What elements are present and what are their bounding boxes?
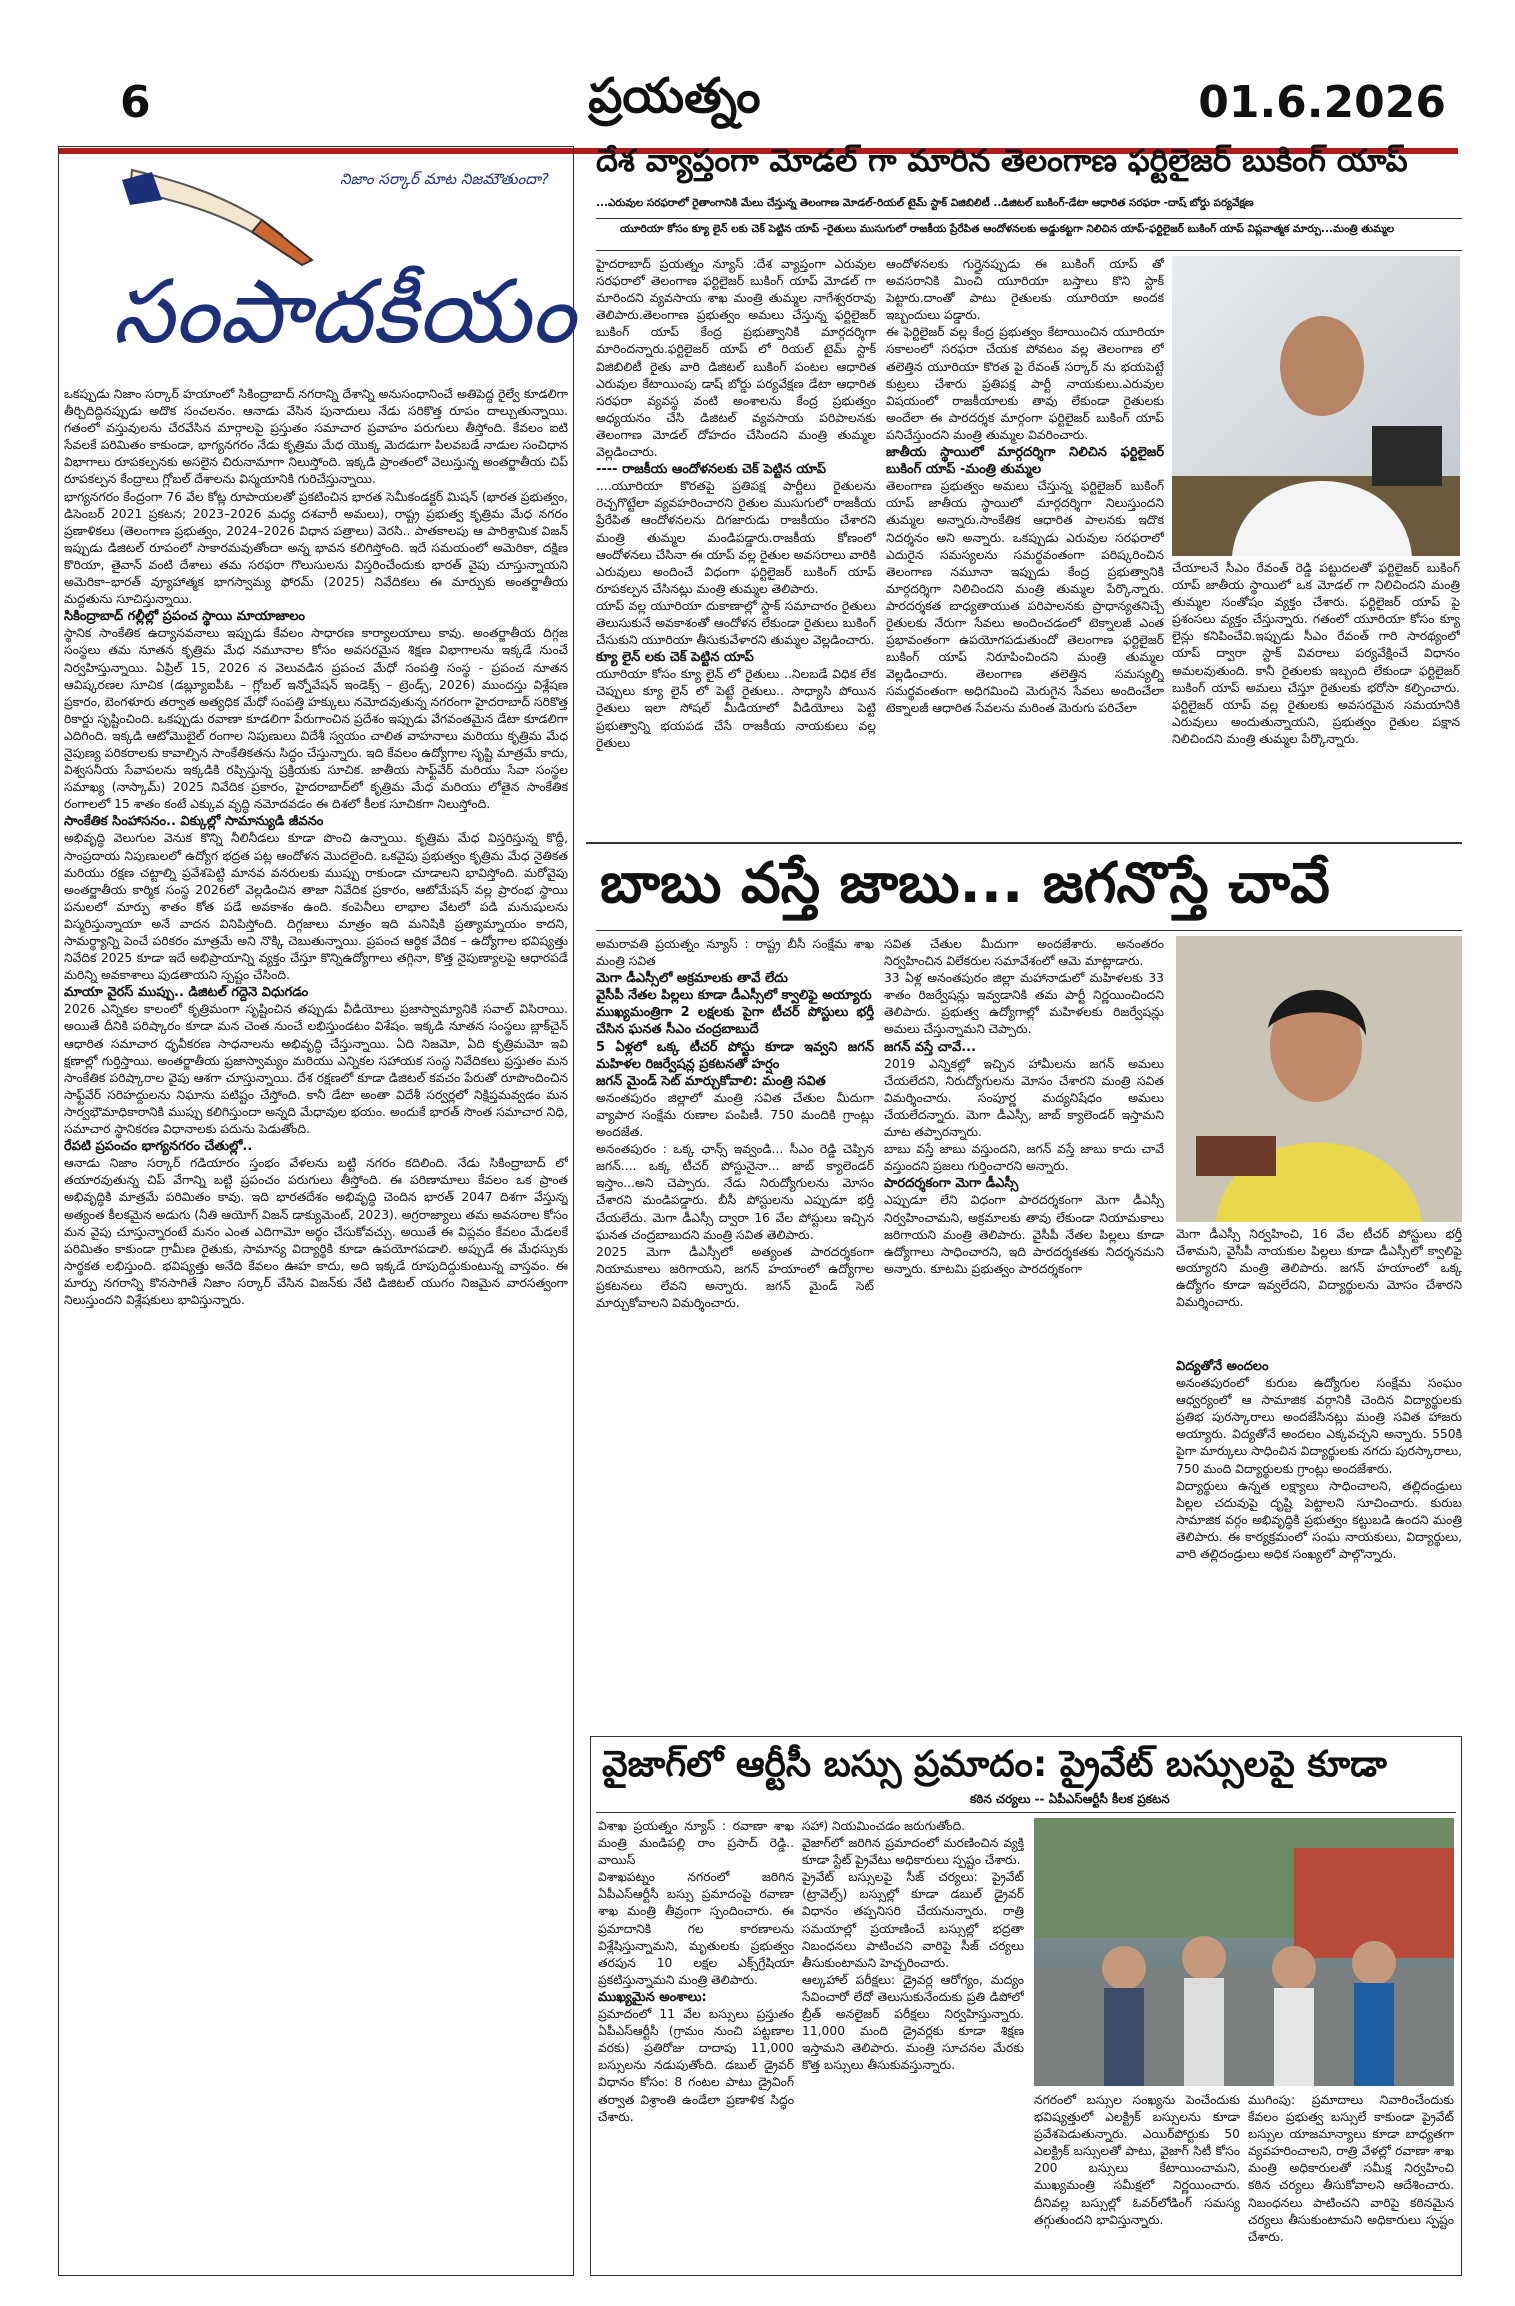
story3-column-3 xyxy=(1034,2092,1240,2270)
story1-column-1 xyxy=(596,256,876,838)
story1-paragraph: ....యూరియా కొరతపై ప్రతిపక్ష పార్టీలు రైతులను రెచ్చగొట్టేలా వ్యవహరించారని రైతుల ముసుగులో రాజకీయ ప్రేరేపిత ఆందోళనలను దిగజారుడు రాజకీయం చేశారని మంత్రి తుమ్మల మండిపడ్డారు.రాజకీయ కోణంలో ఆందోళనలు చేసినా ఈ యాప్ వల్ల రైతుల అవసరాలు వారికి ఎరువులు అందించే విధంగా ఫర్టిలైజర్ బుకింగ్ యాప్ రూపకల్పన చేసినట్లు మంత్రి తుమ్మల తెలిపారు. xyxy=(596,479,876,596)
story2-subhead: 5 ఏళ్లలో ఒక్క టీచర్ పోస్టు కూడా ఇవ్వని జగన్ మహిళల రిజర్వేషన్ల ప్రకటనతో హర్షం xyxy=(596,1039,874,1072)
editorial-body xyxy=(64,386,568,2270)
story3-rule xyxy=(596,1812,1456,1813)
story3-paragraph: విశాఖ ప్రయత్నం న్యూస్ : రవాణా శాఖ మంత్రి మండిపల్లి రాం ప్రసాద్ రెడ్డి.. వాయిస్ xyxy=(598,1819,794,1868)
story1-paragraph: ఈ ఫెర్టిలైజర్ వల్ల కేంద్ర ప్రభుత్వం కేటాయించిన యూరియా సకాలంలో సరఫరా చేయక పోవటం వల్ల తెలంగాణ లో తలెత్తిన యూరియా కొరత పై రేవంత్ సర్కార్ ను భయపెట్టే కుట్రలు చేశారు ప్రతిపక్ష పార్టీ నాయకులు.ఎరువుల విషయంలో రాజకీయాలకు తావు లేకుండా రైతులకు అందేలా ఈ పారదర్శక మార్గంగా ఫర్టిలైజర్ బుకింగ్ యాప్ పనిచేస్తుందని మంత్రి తుమ్మల వివరించారు. xyxy=(886,325,1164,442)
story1-paragraph: యాప్ వల్ల యూరియా దుకాణాల్లో స్టాక్ సమాచారం రైతులు తెలుసుకునే అవకాశంతో ఆందోళన లేకుండా రైతులు బుకింగ్ చేసుకుని యూరియా తీసుకువేళారని తుమ్మల వెల్లడించారు. xyxy=(596,598,876,648)
editorial-subhead: మాయా వైరస్ ముప్పు.. డిజిటల్ గద్దెనె విధుగడం xyxy=(64,985,309,1001)
story2-paragraph: అనంతపురం జిల్లాలో మంత్రి సవిత చేతుల మీదుగా వ్యాపార సంక్షేమ రుణాల పంపిణీ. 750 మందికి గ్రాంట్లు అందజేత. xyxy=(596,1090,874,1140)
story1-column-3 xyxy=(1172,560,1460,840)
editorial-paragraph: 2026 ఎన్నికల కాలంలో కృత్రిమంగా సృష్టించిన తప్పుడు వీడియోలు ప్రజాస్వామ్యానికి సవాల్ విసిరాయి. అయితే దీనికి పరిష్కారం కూడా మన చెంత నుంచే లభిస్తుండటం విశేషం. ఇక్కడి నూతన సంస్థలు బ్లాక్‌చైన్ ఆధారిత సమాచార ధృవీకరణ సాధనాలను అభివృద్ధి చేస్తున్నాయి. ఏది నిజమో, ఏది కృత్రిమమో ఇవి క్షణాల్లో గుర్తిస్తాయి. అంతర్జాతీయ ప్రజాస్వామ్యం మరియు ఎన్నికల సహాయక సంస్థ నివేదికలు ప్రస్తుతం మన సాంకేతిక పరిష్కారాల వైపు ఆశగా చూస్తున్నాయి. దేశ రక్షణలో కూడా డిజిటల్ కవచం పేరుతో రూపొందించిన సాఫ్ట్‌వేర్ సరిహద్దులను నిఘాను పటిష్టం చేస్తోంది. కానీ డేటా అంతా విదేశీ సర్వర్లలో నిక్షిప్తమవ్వడం మన సార్వభౌమాధికారానికి ముప్పు కలిగిస్తుందా అన్నది మేధావుల భయం. అందుకే భారత్ సొంత సమాచార నిధి, సమాచార స్థానికరణ విధానాలకు పదును పెడుతోంది. xyxy=(64,1002,568,1137)
story2-column-1 xyxy=(596,936,874,1726)
story2-headline: బాబు వస్తే జాబు... జగనొస్తే చావే xyxy=(600,851,1330,916)
editorial-subhead: రేపటి ప్రపంచం భాగ్యనగరం చేతుల్లో.. xyxy=(64,1139,253,1155)
bus-accident-scene-icon xyxy=(1034,1818,1454,2086)
story3-paragraph: ప్రైవేట్ బస్సులపై సీజ్ చర్యలు: ప్రైవేట్ (ట్రావెల్స్) బస్సుల్లో కూడా డబుల్ డ్రైవర్ విధానం తప్పనిసరి చేయనున్నారు. రాత్రి సమయాల్లో ప్రయాణించే బస్సుల్లో భద్రతా నిబంధనలు పాటించని వారిపై సీజ్ చర్యలు తీసుకుంటామని హెచ్చరించారు. xyxy=(802,1870,1024,1970)
editorial-tagline: నిజాం సర్కార్ మాట నిజమౌతుందా? xyxy=(340,170,549,188)
story3-paragraph: సహా) నియమించడం జరుగుతోంది. xyxy=(802,1819,966,1833)
story1-deck-1: ...ఎరువుల సరఫరాలో రైతాంగానికి మేలు చేస్తున్న తెలంగాణ మోడల్-రియల్ టైమ్ స్టాక్ విజిబిలిటీ ..డిజిటల్ బుకింగ్-డేటా ఆధారిత సరఫరా -దాష్ బోర్డు పర్యవేక్షణ xyxy=(596,197,1254,209)
story3-paragraph: ఆల్కహాల్ పరీక్షలు: డ్రైవర్ల ఆరోగ్యం, మద్యం సేవించారో లేదో తెలుసుకునేందుకు ప్రతి డిపోలో బ్రీత్ అనలైజర్ పరీక్షలు నిర్వహిస్తున్నారు. 11,000 మంది డ్రైవర్లకు కూడా శిక్షణ ఇస్తామని తెలిపారు. మంత్రి సూచనల మేరకు కొత్త బస్సులు తీసుకువస్తున్నారు. xyxy=(802,1972,1024,2073)
paper-name: ప్రయత్నం xyxy=(588,68,761,124)
story2-column-2 xyxy=(884,936,1164,1726)
story3-paragraph: ప్రమాదంలో 11 వేల బస్సులు ప్రస్తుతం ఏపీఎస్ఆర్టీసీ (గ్రామం నుంచి పట్టణాల వరకు) ప్రతిరోజు దాదాపు 11,000 బస్సులను నడుపుతోంది. డబుల్ డ్రైవర్ విధానం కోసం: 8 గంటల పాటు డ్రైవింగ్ తర్వాత విశ్రాంతి ఉండేలా ప్రణాళిక సిద్ధం చేశారు. xyxy=(598,2007,794,2124)
story3-column-2 xyxy=(802,1818,1024,2270)
pen-hand-icon xyxy=(112,160,342,270)
story1-paragraph: హైదరాబాద్ ప్రయత్నం న్యూస్ :దేశ వ్యాప్తంగా ఎరువుల సరఫరాలో తెలంగాణ ఫర్టిలైజర్ బుకింగ్ యాప్ మోడల్ గా మారిందని వ్యవసాయ శాఖ మంత్రి తుమ్మల నాగేశ్వరరావు తెలిపారు.తెలంగాణ ప్రభుత్వం అమలు చేస్తున్న ఫర్టిలైజర్ బుకింగ్ యాప్ కేంద్ర ప్రభుత్వానికి మార్గదర్శిగా మారిందన్నారు.ఫర్టిలైజర్ యాప్ లో రియల్ టైమ్ స్టాక్ విజిబిలిటీ రైతు వారి డిజిటల్ బుకింగ్ పంటల ఆధారిత ఎరువుల కేటాయింపు డాష్ బోర్డు పర్యవేక్షణ డేటా ఆధారిత సరఫరా వ్యవస్థ వంటి అంశాలను కేంద్ర ప్రభుత్వం అధ్యయనం చేసి డిజిటల్ వ్యవసాయ పరిపాలనకు తెలంగాణ మోడల్ దోహదం చేసిందని మంత్రి తుమ్మల వెల్లడించారు. xyxy=(596,257,876,460)
editorial-paragraph: అభివృద్ధి వెలుగుల వెనుక కొన్ని నీలినీడలు కూడా పొంచి ఉన్నాయి. కృత్రిమ మేధ విస్తరిస్తున్న కొద్దీ, సాంప్రదాయ నిపుణులలో ఉద్యోగ భద్రత పట్ల ఆందోళన మొదలైంది. ఒకవైపు ప్రభుత్వం కృత్రిమ మేధ నైతికత మరియు రక్షణ చట్టాల్ని ప్రవేశపెట్టి మానవ వనరులకు ముప్పు రాకుండా చూడాలని భావిస్తోంది. మరోవైపు అంతర్జాతీయ కార్మిక సంస్థ 2026లో వెల్లడించిన తాజా నివేదిక ప్రకారం, ఆటోమేషన్ వల్ల ప్రారంభ స్థాయి పనులలో మార్పు శాతం కోత పడే అవకాశం ఉంది. కంపెనీలు లాభాల వేటలో పడి మనుషులను విస్మరిస్తున్నాయా అనే వాదన వినిపిస్తోంది. దిగ్గజాలు మాత్రం ఇది మనిషికి ప్రత్యామ్నాయం కాదని, సామర్థ్యాన్ని పెంచే పరికరం మాత్రమే అని నొక్కి చెబుతున్నాయి. ప్రపంచ ఆర్థిక వేదిక – ఉద్యోగాల భవిష్యత్తు నివేదిక 2025 కూడా ఇదే అభిప్రాయాన్ని వ్యక్తం చేస్తూ కొన్నిఉద్యోగాలు తగ్గినా, కొత్త నైపుణ్యాలపై ఆధారపడే మరిన్ని అవకాశాలు పుడతాయని స్పష్టం చేసింది. xyxy=(64,831,568,983)
story2-paragraph: 2025 మెగా డీఎస్సీలో అత్యంత పారదర్శకంగా నియామకాలు జరిగాయని, జగన్ హయాంలో ఉద్యోగాల ప్రకటనలు లేవని అన్నారు. జగన్ మైండ్ సెట్ మార్చుకోవాలని విమర్శించారు. xyxy=(596,1244,874,1310)
story2-photo-caption-box xyxy=(1176,1226,1462,1354)
story3-headline: వైజాగ్‌లో ఆర్టీసీ బస్సు ప్రమాదం: ప్రైవేట్ బస్సులపై కూడా xyxy=(602,1744,1387,1785)
story3-paragraph: నగరంలో బస్సుల సంఖ్యను పెంచేందుకు భవిష్యత్తులో ఎలక్ట్రిక్ బస్సులను కూడా ప్రవేశపెడుతున్నారు. ఎయిర్‌పోర్టుకు 50 ఎలక్ట్రిక్ బస్సులతో పాటు, వైజాగ్ సిటీ కోసం 200 బస్సులు కేటాయించామని, ముఖ్యమంత్రి సమీక్షలో నిర్ణయించారు. దీనివల్ల బస్సుల్లో ఓవర్‌లోడింగ్ సమస్య తగ్గుతుందని భావిస్తున్నారు. xyxy=(1034,2093,1240,2227)
story3-column-4 xyxy=(1248,2092,1454,2270)
story2-paragraph: బాబు వస్తే జాబు వస్తుందని, జగన్ వస్తే జాబు కాదు చావే వస్తుందని ప్రజలు గుర్తించారని అన్నారు. xyxy=(884,1142,1164,1174)
editorial-subhead: సికింద్రాబాద్ గల్లీల్లో ప్రపంచ స్థాయి మాయాజాలం xyxy=(64,609,306,625)
story2-paragraph: విద్యార్థులు ఉన్నత లక్ష్యాలు సాధించాలని, తల్లిదండ్రులు పిల్లల చదువుపై దృష్టి పెట్టాలని సూచించారు. కురుబ సామాజిక వర్గం అభివృద్ధికి ప్రభుత్వం కట్టుబడి ఉందని మంత్రి తెలిపారు. ఈ కార్యక్రమంలో సంఘ నాయకులు, విద్యార్థులు, వారి తల్లిదండ్రులు అధిక సంఖ్యలో పాల్గొన్నారు. xyxy=(1176,1478,1462,1562)
story1-paragraph: యూరియా కోసం క్యూ లైన్ లో రైతులు ..నిలబడే విధిక లేక చెప్పులు క్యూ లైన్ లో పెట్టే రైతులు.. సాధ్యాసి పోయిన రైతులు ఇలా సోషల్ మీడియాలో వీడియోలు పెట్టి ప్రభుత్వాన్ని భయపడ చేసే రాజకీయ నాయకులు వల్ల రైతులు xyxy=(596,667,876,750)
story1-paragraph: ఆందోళనలకు గుర్తైనప్పుడు ఈ బుకింగ్ యాప్ తో అవసరానికి మించి యూరియా బస్తాలు కొని స్టాక్ పెట్టారు.దాంతో పాటు రైతులకు యూరియా అందక ఇబ్బందులు పడ్డారు. xyxy=(886,257,1164,323)
minister-portrait-icon xyxy=(1176,936,1462,1222)
editorial-paragraph: స్థానిక సాంకేతిక ఉద్యానవనాలు ఇప్పుడు కేవలం సాధారణ కార్యాలయాలు కావు. అంతర్జాతీయ దిగ్గజ సంస్థలు తమ నూతన కృత్రిమ మేధ నమూనాల కోసం అవసరమైన శిక్షణ విభాగాలను ఇక్కడే నుంచే నిర్వహిస్తున్నాయి. ఏప్రిల్ 15, 2026 న వెలువడిన ప్రపంచ మేధో సంపత్తి సంస్థ - ప్రపంచ నూతన ఆవిష్కరణల సూచిక (డబ్ల్యూఐపీఓ – గ్లోబల్ ఇన్నోవేషన్ ఇండెక్స్ – ట్రెండ్స్, 2026) ముందస్తు విశ్లేషణ ప్రకారం, బెంగళూరు తర్వాత అత్యధిక మేధో సంపత్తి హక్కులు నమోదవుతున్న నగరంగా హైదరాబాద్ సరికొత్త రికార్డు సృష్టించింది. ఒకప్పుడు రవాణా కూడలిగా పేరుగాంచిన ప్రదేశం ఇప్పుడు వేగవంతమైన డేటా కూడలిగా ఎదిగింది. ఇక్కడి ఆటోమొబైల్ రంగాల నిపుణులు విదేశీ స్వయం చాలిత వాహనాలు మరియు కృత్రిమ మేధ నైపుణ్య పరికరాలకు కావాల్సిన సాంకేతికతను సిద్ధం చేస్తున్నారు. ఇది కేవలం ఉద్యోగాల సృష్టి మాత్రమే కాదు, విశ్వసనీయ సేవాపలను ఇక్కడికి రప్పిస్తున్న ప్రక్రియకు సూచిక. జాతీయ సాఫ్ట్‌వేర్ మరియు సేవా సంస్థల సమాఖ్య (నాస్కామ్) 2025 నివేదిక ప్రకారం, హైదరాబాద్‌లో కృత్రిమ మేధ మరియు లోతైన సాంకేతిక రంగాలలో 15 శాతం కంటే ఎక్కువ వృద్ధి నమోదవడం ఈ దిశలో కీలక సూచికగా నిలుస్తోంది. xyxy=(64,626,568,812)
story3-paragraph: వైజాగ్‌లో జరిగిన ప్రమాదంలో మరణించిన వ్యక్తి కూడా స్టేట్ ప్రైవేటు అధికారులు స్పష్టం చేశారు. xyxy=(802,1836,1024,1868)
story2-paragraph: 2019 ఎన్నికల్లో ఇచ్చిన హామీలను జగన్ అమలు చేయలేదని, నిరుద్యోగులను మోసం చేశారని మంత్రి సవిత విమర్శించారు. సంపూర్ణ మద్యనిషేధం అమలు చేయలేదన్నారు. మెగా డీఎస్సీ, జాబ్ క్యాలెండర్ ఇస్తామని మాట తప్పారన్నారు. xyxy=(884,1056,1164,1140)
story1-rule xyxy=(596,218,1462,219)
editorial-header xyxy=(72,160,575,380)
story2-paragraph: సవిత చేతుల మీదుగా అందజేశారు. అనంతరం నిర్వహించిన విలేకరుల సమావేశంలో ఆమె మాట్లాడారు. xyxy=(884,937,1164,969)
story2-rule xyxy=(596,930,1462,931)
story1-column-2 xyxy=(886,256,1164,838)
story2-column-3 xyxy=(1176,1358,1462,1726)
editorial-paragraph: భాగ్యనగరం కేంద్రంగా 76 వేల కోట్ల రూపాయలతో ప్రకటించిన భారత సెమీకండక్టర్ మిషన్ (భారత ప్రభుత్వం, డిసెంబర్ 2021 ప్రకటన; 2023–2026 మధ్య దశవారీ అమలు), రాష్ట్ర ప్రభుత్వ కృత్రిమ మేధ నగరం ప్రణాళికలు (తెలంగాణ ప్రభుత్వం, 2024–2026 విధాన పత్రాలు) వెరసి.. పాతకాలపు ఆ పారిశ్రామిక విజన్ ఇప్పుడు డిజిటల్ రూపంలో సాకారమవుతోందా అన్న భావన కలిగిస్తోంది. ఇదే సమయంలో అమెరికా, దక్షిణ కొరియా, తైవాన్ వంటి దేశాలు తమ సరఫరా గొలుసులను విస్తరించేందుకు భారత్ వైపు చూస్తున్నాయని అమెరికా–భారత్ వ్యూహాత్మక భాగస్వామ్య ఫోరమ్ (2025) నివేదికలు ఈ మార్పుకు అంతర్జాతీయ మద్దతును సూచిస్తున్నాయి. xyxy=(64,489,568,607)
story2-subhead: ముఖ్యమంత్రిగా 2 లక్షలకు పైగా టీచర్ పోస్టులు భర్తీ చేసిన ఘనత సీఎం చంద్రబాబుదే xyxy=(596,1005,874,1038)
story1-paragraph: తెలంగాణ ప్రభుత్వం అమలు చేస్తున్న ఫర్టిలైజర్ బుకింగ్ యాప్ జాతీయ స్థాయిలో మార్గదర్శిగా నిలుస్తుందని తుమ్మల అన్నారు.సాంకేతిక ఆధారిత పాలనకు ఇదొక నిదర్శనం అని అన్నారు. ఒకప్పుడు ఎరువుల సరఫరాలో ఎదురైన సమస్యలను సమర్థవంతంగా పరిష్కరించిన తెలంగాణ నమూనా ఇప్పుడు కేంద్ర ప్రభుత్వానికి మార్గదర్శిగా నిలిచిందని మంత్రి తుమ్మల పేర్కొన్నారు. పారదర్శకత బాధ్యతాయుత పరిపాలనకు ప్రాధాన్యతనిచ్చే రైతులకు నేరుగా సేవలు అందించడంలో టెక్నాలజీ ఎంత ప్రభావంతంగా ఉపయోగపడుతుందో తెలంగాణ ఫర్టిలైజర్ బుకింగ్ యాప్ నిరూపించిందని మంత్రి తుమ్మల వెల్లడించారు. తెలంగాణ తలెత్తిన సమస్యల్ని సమర్థవంతంగా అధిగమించి మెరుగైన సేవలు అందించేలా టెక్నాలజీ ఆధారిత సేవలను మరింత మెరుగు పరిచేలా xyxy=(886,479,1164,716)
story1-rule xyxy=(596,250,1462,251)
story2-subhead: వైసీపీ నేతల పిల్లలు కూడా డీఎస్సీలో క్వాలిఫై అయ్యారు xyxy=(596,988,872,1004)
story3-subhead: ముఖ్యమైన అంశాలు: xyxy=(598,1989,707,2005)
story2-paragraph: 33 ఏళ్ల అనంతపురం జిల్లా మహానాడులో మహిళలకు 33 శాతం రిజర్వేషన్లు ఇవ్వడానికి తమ పార్టీ నిర్ణయించిందని తెలిపారు. ప్రభుత్వ ఉద్యోగాల్లో మహిళలకు రిజర్వేషన్లు అమలు చేస్తున్నామని చెప్పారు. xyxy=(884,971,1164,1037)
story3-paragraph: విశాఖపట్నం నగరంలో జరిగిన ఏపీఎస్ఆర్టీసీ బస్సు ప్రమాదంపై రవాణా శాఖ మంత్రి తీవ్రంగా స్పందించారు. ఈ ప్రమాదానికి గల కారణాలను విశ్లేషిస్తున్నామని, మృతులకు ప్రభుత్వం తరపున 10 లక్షల ఎక్స్‌గ్రేషియా ప్రకటిస్తున్నామని మంత్రి తెలిపారు. xyxy=(598,1870,794,1987)
story1-photo xyxy=(1172,256,1460,556)
page-number: 6 xyxy=(120,76,151,128)
issue-date: 01.6.2026 xyxy=(1198,76,1446,128)
story2-subhead: జగన్ మైండ్ సెట్ మార్చుకోవాలి: మంత్రి సవిత xyxy=(596,1073,826,1089)
story1-deck-2: యూరియా కోసం క్యూ లైన్ లకు చెక్ పెట్టిన యాప్ -రైతులు ముసుగులో రాజకీయ ప్రేరేపిత ఆందోళనలకు అడ్డుకట్టగా నిలిచిన యాప్-ఫర్టిలైజర్ బుకింగ్ యాప్ విప్లవాత్మక మార్పు...మంత్రి తుమ్మల xyxy=(620,223,1395,235)
story2-subhead: పారదర్శకంగా మెగా డీఎస్సీ xyxy=(884,1176,1019,1192)
story2-photo xyxy=(1176,936,1462,1222)
editorial-paragraph: ఆనాడు నిజాం సర్కార్ గడియారం స్తంభం వేళలను బట్టి నగరం కదిలింది. నేడు సికింద్రాబాద్ లో తయారవుతున్న చిప్ వేగాన్ని బట్టి ప్రపంచం పరుగులు తీస్తోంది. ఈ పరిణామాలు కేవలం ఒక ప్రాంత అభివృద్ధికి మాత్రమే పరిమితం కావు. ఇది భారతదేశం అభివృద్ధి చెందిన భారత్ 2047 దిశగా వేస్తున్న అత్యంత కీలకమైన అడుగు (నీతి ఆయోగ్ విజన్ డాక్యుమెంట్, 2023). అగ్రరాజ్యాలు తమ అవసరాల కోసం మన వైపు చూస్తున్నారంటే మనం ఎంత ఎదిగామో అర్థం చేసుకోవచ్చు. అయితే ఈ విప్లవం కేవలం మేడలకే పరిమితం కాకుండా గ్రామీణ రైతుకు, సామాన్య విద్యార్థికి కూడా ఉపయోగపడాలి. అప్పుడే ఈ మేధస్సుకు సార్థకత లభిస్తుంది. భవిష్యత్తు అనేది కేవలం ఊహ కాదు, అది ఇక్కడే రూపుదిద్దుకుంటున్న వాస్తవం. ఈ మార్పు నగరాన్ని కొనసాగితే నిజాం సర్కార్ వేసిన విజన్‌కు నేటి డిజిటల్ యుగం నిజమైన వారసత్వంగా నిలుస్తుందని విశ్లేషకులు భావిస్తున్నారు. xyxy=(64,1156,568,1307)
story1-headline: దేశ వ్యాప్తంగా మోడల్ గా మారిన తెలంగాణ ఫర్టిలైజర్ బుకింగ్ యాప్ xyxy=(596,143,1408,179)
story3-deck: కఠిన చర్యలు -- ఏపీఎస్ఆర్టీసీ కీలక ప్రకటన xyxy=(970,1792,1170,1806)
story2-subhead: జగన్ వస్తే చావే... xyxy=(884,1039,977,1055)
story2-subhead: విద్యతోనే అందలం xyxy=(1176,1359,1269,1374)
story2-paragraph: అమరావతి ప్రయత్నం న్యూస్ : రాష్ట్ర బీసీ సంక్షేమ శాఖ మంత్రి సవిత xyxy=(596,937,874,969)
story1-subhead: ---- రాజకీయ ఆందోళనలకు చెక్ పెట్టిన యాప్ xyxy=(596,462,826,478)
story1-paragraph: చేయాలనే సీఎం రేవంత్ రెడ్డి పట్టుదలతో ఫర్టిలైజర్ బుకింగ్ యాప్ జాతీయ స్థాయిలో ఒక మోడల్ గా నిలిచిందని మంత్రి తుమ్మల సంతోషం వ్యక్తం చేశారు. ఫర్టిలైజర్ యాప్ పై ప్రశంసలు వ్యక్తం చేస్తున్నారు. గతంలో యూరియా కోసం క్యూ లైన్లు కనిపించేవి.ఇప్పుడు సీఎం రేవంత్ గారి సారథ్యంలో యాప్ ద్వారా స్టాక్ వివరాలు పర్యవేక్షించే విధానం అమలవుతుంది. కానీ రైతులకు ఇబ్బంది లేకుండా ఫర్టిలైజర్ బుకింగ్ యాప్ అమలు చేస్తూ రైతులకు భరోసా కల్పించారు. ఫర్టిలైజర్ యాప్ వల్ల రైతులకు అవసరమైన సమయానికి ఎరువులు అందుతున్నాయని, ప్రభుత్వం రైతుల పక్షాన నిలిచిందని మంత్రి తుమ్మల పేర్కొన్నారు. xyxy=(1172,561,1460,746)
minister-portrait-icon xyxy=(1172,256,1460,556)
editorial-paragraph: ఒకప్పుడు నిజాం సర్కార్ హయాంలో సికింద్రాబాద్ నగరాన్ని దేశాన్ని అనుసంధానించే అతిపెద్ద రైల్వే కూడలిగా తీర్చిదిద్దినప్పుడు అదొక సంచలనం. ఆనాడు వేసిన పునాదులు నేడు సరికొత్త రూపం దాల్చుతున్నాయి. గతంలో వస్తువులను చేరవేసిన మార్గాలపై ప్రస్తుతం సమాచార ప్రవాహం పరుగులు తీస్తోంది. కేవలం ఐటి సేవలకే పరిమితం కాకుండా, భాగ్యనగరం నేడు కృత్రిమ మేధ యొక్క మెదడుగా పిలవబడే నాడుల సంచిధాన విభాగాలు రూపకల్పనకు అసలైన చిరునామాగా నిలుస్తోంది. ఇక్కడి ప్రాంతంలో వెలుస్తున్న అంతర్జాతీయ చిప్ రూపకల్పన కేంద్రాలు గ్లోబల్ దేశాలను విస్మయానికి గురిచేస్తున్నాయి. xyxy=(64,387,568,487)
story2-photo-caption: మెగా డీఎస్సీ నిర్వహించి, 16 వేల టీచర్ పోస్టులు భర్తీ చేశామని, వైసీపీ నాయకుల పిల్లలు కూడా డీఎస్సీలో క్వాలిఫై అయ్యారని మంత్రి తెలిపారు. జగన్ హయాంలో ఒక్క ఉద్యోగం కూడా ఇవ్వలేదని, విద్యార్థులను మోసం చేశారని విమర్శించారు. xyxy=(1176,1227,1462,1310)
editorial-subhead: సాంకేతిక సింహాసనం.. విక్కుల్లో సామాన్యుడి జీవనం xyxy=(64,814,324,830)
section-divider xyxy=(586,842,1462,844)
masthead xyxy=(58,58,1458,146)
story1-subhead: క్యూ లైన్ లకు చెక్ పెట్టిన యాప్ xyxy=(596,650,754,666)
story2-paragraph: ఎప్పుడూ లేని విధంగా పారదర్శకంగా మెగా డీఎస్సీ నిర్వహించామని, అక్రమాలకు తావు లేకుండా నియామకాలు జరిగాయని మంత్రి తెలిపారు. వైసీపీ నేతల పిల్లలు కూడా ఉద్యోగాలు సాధించారని, ఇది పారదర్శకతకు నిదర్శనమని అన్నారు. కూటమి ప్రభుత్వం పారదర్శకంగా xyxy=(884,1193,1164,1276)
story3-paragraph: ముగింపు: ప్రమాదాలు నివారించేందుకు కేవలం ప్రభుత్వ బస్సులే కాకుండా ప్రైవేట్ బస్సుల యాజమాన్యాలు కూడా బాధ్యతగా వ్యవహరించాలని, రాత్రి వేళల్లో రవాణా శాఖ మంత్రి అధికారులతో సమీక్ష నిర్వహించి కఠిన చర్యలు తీసుకోవాలని ఆదేశించారు. నిబంధనలు పాటించని వారిపై కఠినమైన చర్యలు తీసుకుంటామని అధికారులు స్పష్టం చేశారు. xyxy=(1248,2093,1454,2244)
editorial-title: సంపాదకీయం xyxy=(112,260,575,363)
story3-column-1 xyxy=(598,1818,794,2270)
story2-paragraph: అనంతపురంలో కురుబ ఉద్యోగుల సంక్షేమ సంఘం ఆధ్వర్యంలో ఆ సామాజిక వర్గానికి చెందిన విద్యార్థులకు ప్రతిభ పురస్కారాలు అందజేసినట్లు మంత్రి సవిత హాజరు అయ్యారు. విద్యతోనే అందలం ఎక్కవచ్చని అన్నారు. 550కి పైగా మార్కులు సాధించిన విద్యార్థులకు నగదు పురస్కారాలు, 750 మంది విద్యార్థులకు గ్రాంట్లు అందజేశారు. xyxy=(1176,1376,1462,1476)
story3-photo xyxy=(1034,1818,1454,2086)
story2-paragraph: అనంతపురం : ఒక్క ఛాన్స్ ఇవ్వండి... సీఎం రెడ్డి చెప్పిన జగన్.... ఒక్క టీచర్ పోస్టునైనా... జాబ్ క్యాలెండర్ ఇస్తాం...అని చెప్పారు. నేడు నిరుద్యోగులను మోసం చేశారని మండిపడ్డారు. బీసీ పోస్టులను ఎప్పుడూ భర్తీ చేయలేదు. మెగా డీఎస్సీ ద్వారా 16 వేల పోస్టులు ఇచ్చిన ఘనత చంద్రబాబుదని మంత్రి సవిత తెలిపారు. xyxy=(596,1142,874,1242)
story2-subhead: మెగా డీఎస్సీలో అక్రమాలకు తావే లేదు xyxy=(596,971,788,987)
story1-subhead: జాతీయ స్థాయిలో మార్గదర్శిగా నిలిచిన ఫర్టిలైజర్ బుకింగ్ యాప్ -మంత్రి తుమ్మల xyxy=(886,445,1164,478)
